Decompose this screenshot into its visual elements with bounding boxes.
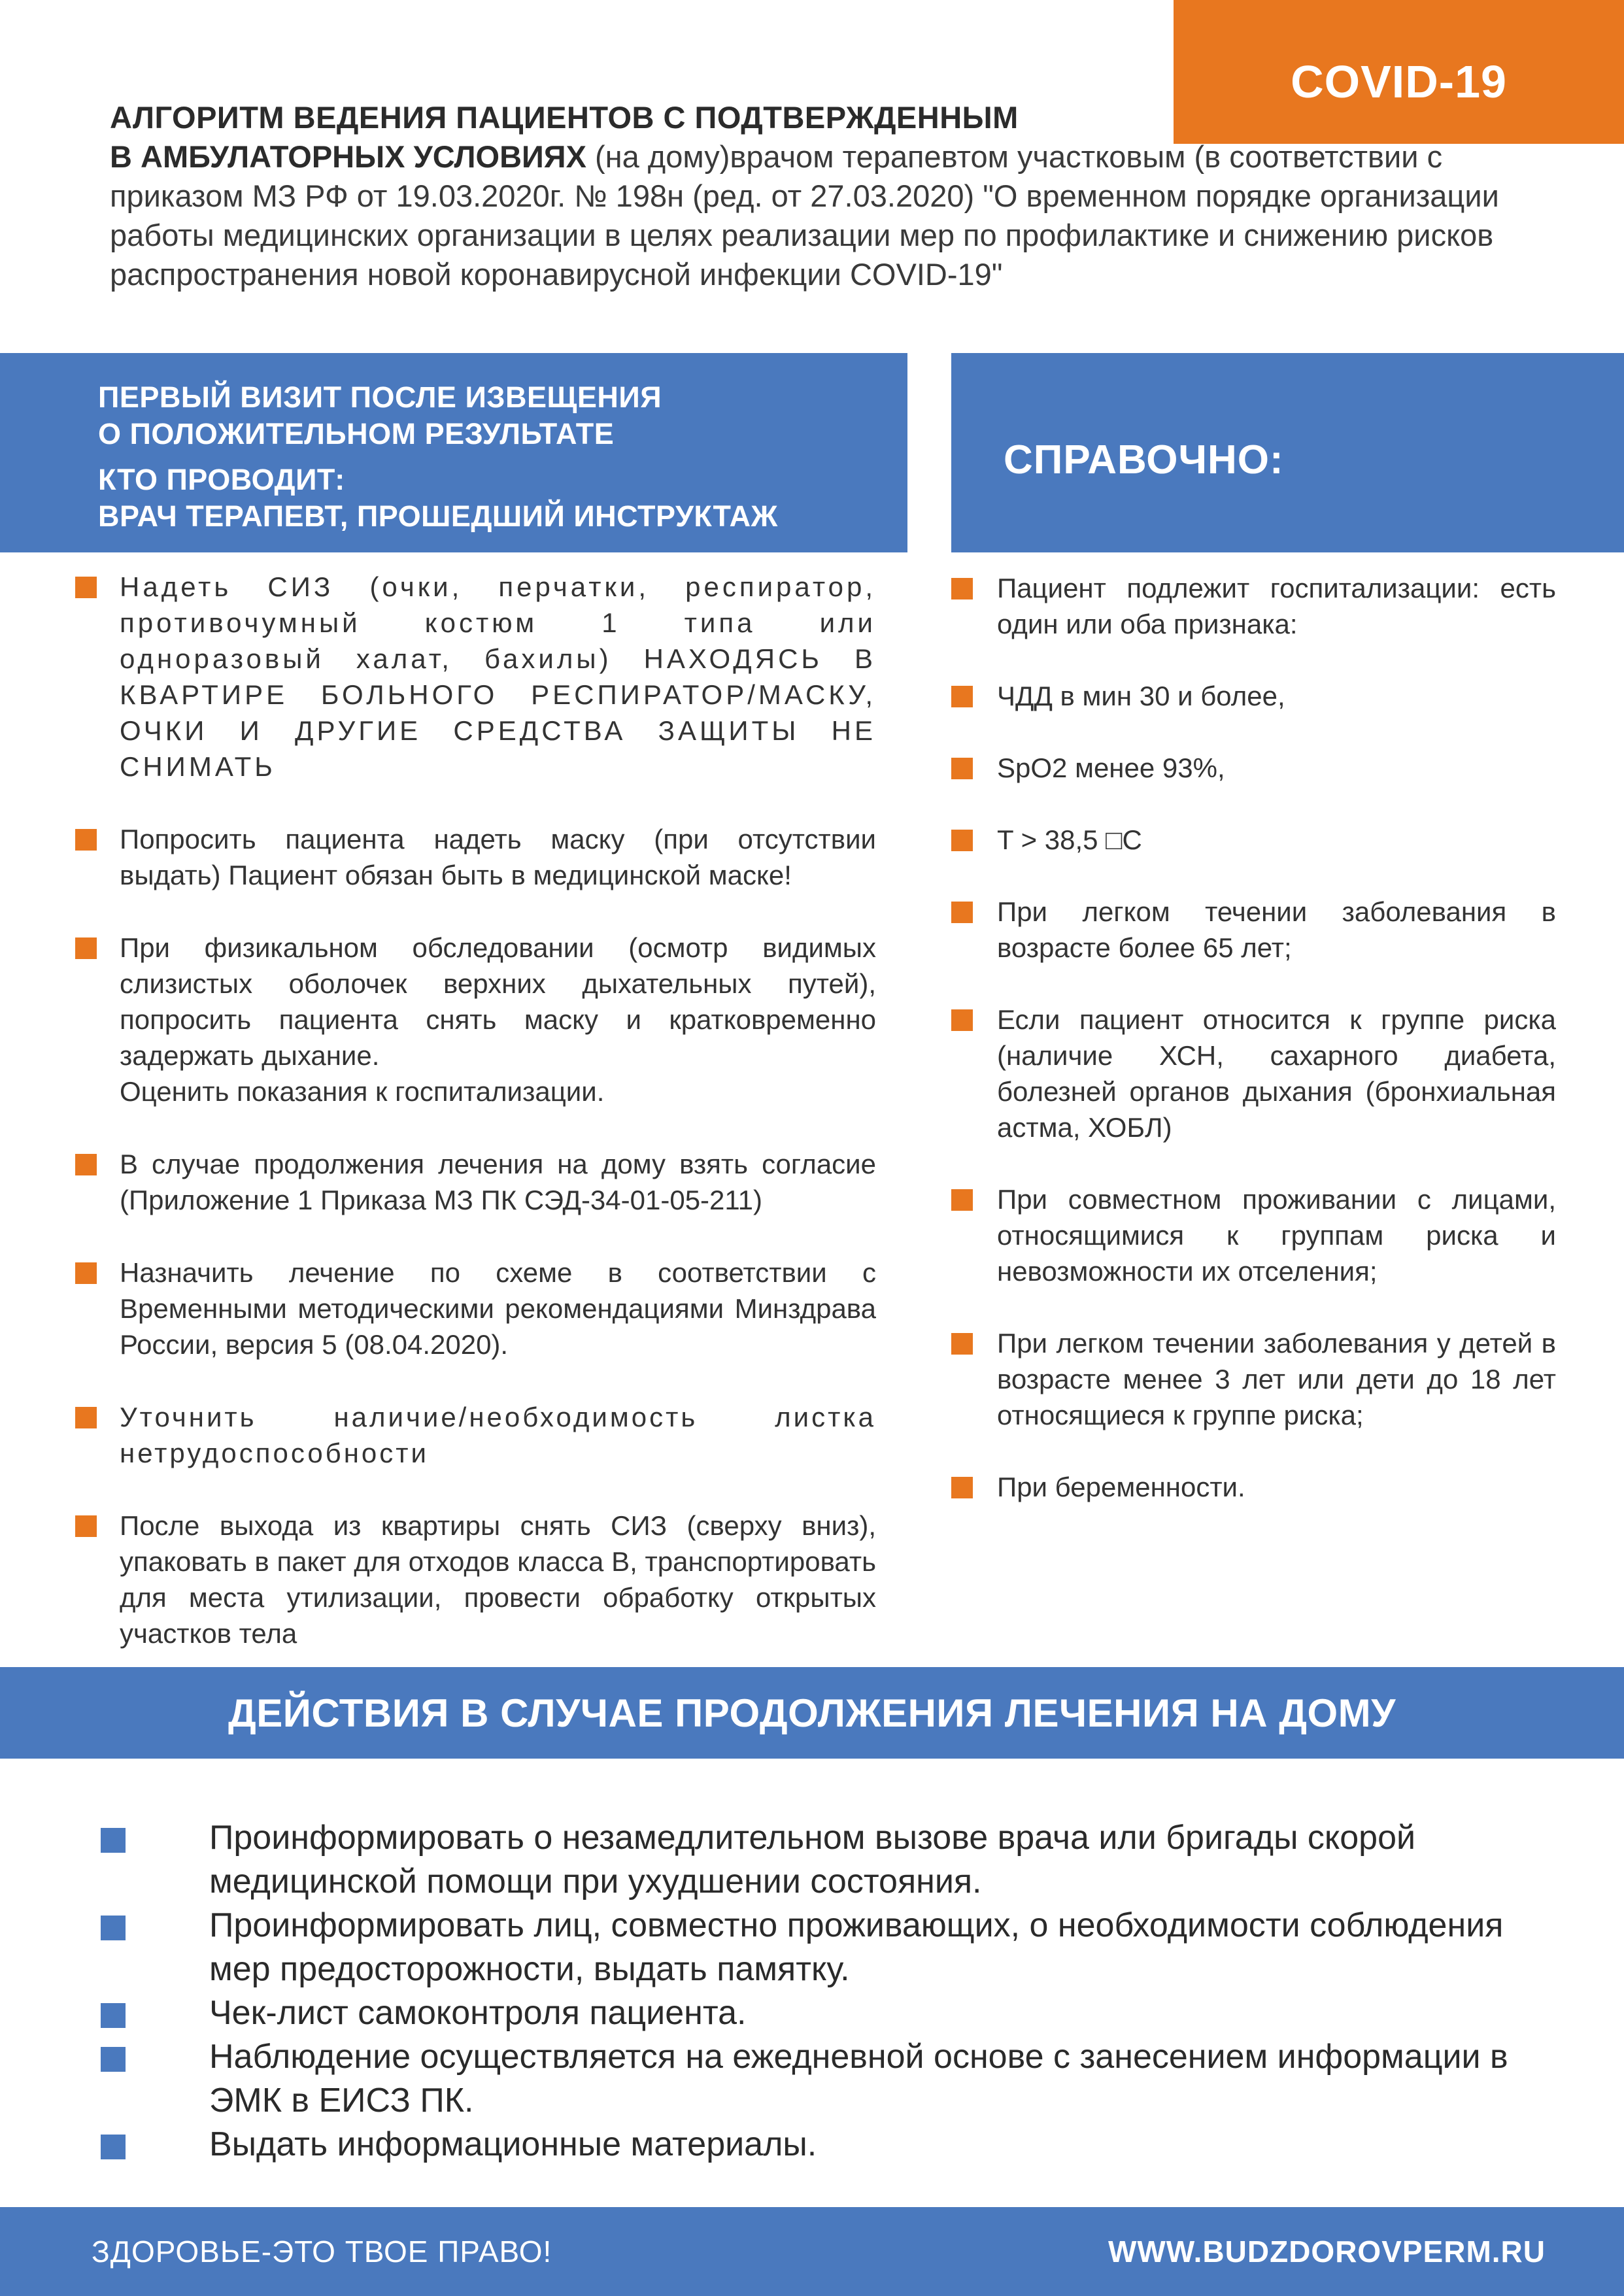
orange-bullet-icon — [951, 1477, 973, 1498]
blue-bullet-icon — [101, 1828, 126, 1853]
orange-bullet-icon — [951, 578, 973, 599]
list-item — [69, 821, 876, 893]
list-item-text: Проинформировать о незамедлительном вызове врача или бригады скорой медицинской помощи при ухудшении состояния. — [209, 1819, 1416, 1900]
home-treatment-header — [0, 1667, 1624, 1759]
title-bold-line2: В АМБУЛАТОРНЫХ УСЛОВИЯХ — [110, 139, 586, 174]
list-item-text: Назначить лечение по схеме в соответствии с Временными методическими рекомендациями Минздрава России, версия 5 (08.04.2020). — [120, 1257, 876, 1360]
list-item-text: В случае продолжения лечения на дому взять согласие (Приложение 1 Приказа МЗ ПК СЭД-34-01-05-211) — [120, 1149, 876, 1215]
document-title — [110, 98, 1561, 294]
orange-bullet-icon — [75, 1407, 97, 1428]
list-item — [69, 930, 876, 1109]
home-treatment-heading: ДЕЙСТВИЯ В СЛУЧАЕ ПРОДОЛЖЕНИЯ ЛЕЧЕНИЯ НА ДОМУ — [228, 1691, 1396, 1735]
list-item-text: Наблюдение осуществляется на ежедневной основе с занесением информации в ЭМК в ЕИСЗ ПК. — [209, 2038, 1508, 2119]
orange-bullet-icon — [951, 1333, 973, 1355]
list-item — [98, 2035, 1569, 2123]
orange-bullet-icon — [951, 1009, 973, 1031]
who-conducts-heading: КТО ПРОВОДИТ: — [98, 463, 345, 496]
orange-bullet-icon — [75, 1515, 97, 1537]
list-item — [69, 1508, 876, 1651]
list-item — [69, 1255, 876, 1362]
reference-header — [951, 353, 1624, 552]
orange-bullet-icon — [951, 686, 973, 707]
list-item-text: Надеть СИЗ (очки, перчатки, респиратор, противочумный костюм 1 типа или одноразовый халат, бахилы) НАХОДЯСЬ В КВАРТИРЕ БОЛЬНОГО РЕСПИРАТОР/МАСКУ, ОЧКИ И ДРУГИЕ СРЕДСТВА ЗАЩИТЫ НЕ СНИМАТЬ — [120, 571, 876, 782]
list-item-text: Попросить пациента надеть маску (при отсутствии выдать) Пациент обязан быть в медицинской маске! — [120, 824, 876, 890]
first-visit-header — [0, 353, 907, 552]
blue-bullet-icon — [101, 2135, 126, 2159]
who-conducts-value: ВРАЧ ТЕРАПЕВТ, ПРОШЕДШИЙ ИНСТРУКТАЖ — [98, 499, 778, 533]
list-item — [98, 1991, 1569, 2035]
orange-bullet-icon — [951, 902, 973, 923]
title-bold-line1: АЛГОРИТМ ВЕДЕНИЯ ПАЦИЕНТОВ С ПОДТВЕРЖДЕННЫМ — [110, 100, 1019, 135]
home-treatment-list — [98, 1816, 1569, 2167]
list-item — [69, 569, 876, 785]
list-item — [945, 1469, 1556, 1505]
list-item-text: При легком течении заболевания у детей в возрасте менее 3 лет или дети до 18 лет относящиеся к группе риска; — [997, 1328, 1556, 1430]
list-item — [945, 822, 1556, 858]
list-item — [945, 894, 1556, 966]
orange-bullet-icon — [75, 937, 97, 959]
list-item — [98, 1904, 1569, 1991]
list-item-text: При беременности. — [997, 1472, 1245, 1502]
orange-bullet-icon — [75, 1262, 97, 1284]
blue-bullet-icon — [101, 1916, 126, 1940]
list-item-text: ЧДД в мин 30 и более, — [997, 681, 1285, 711]
list-item-text: При совместном проживании с лицами, относящимися к группам риска и невозможности их отселения; — [997, 1184, 1556, 1287]
footer-website-link[interactable]: WWW.BUDZDOROVPERM.RU — [1108, 2235, 1546, 2269]
list-item-text: При легком течении заболевания в возрасте более 65 лет; — [997, 896, 1556, 963]
list-item — [945, 678, 1556, 714]
orange-bullet-icon — [75, 829, 97, 851]
list-item-text: При физикальном обследовании (осмотр видимых слизистых оболочек верхних дыхательных путей), попросить пациента снять маску и кратковременно задержать дыхание. — [120, 932, 876, 1071]
title-rest: (на дому)врачом терапевтом участковым (в соответствии с приказом МЗ РФ от 19.03.2020г. № 198н (ред. от 27.03.2020) "О временном порядке организации работы медицинских организации в целях реализации мер по профилактике и снижению рисков распространения новой коронавирусной инфекции COVID-19" — [110, 139, 1499, 292]
list-item-text: SpO2 менее 93%, — [997, 752, 1225, 783]
list-item-text: После выхода из квартиры снять СИЗ (сверху вниз), упаковать в пакет для отходов класса В, транспортировать для места утилизации, провести обработку открытых участков тела — [120, 1510, 876, 1649]
list-item — [945, 1325, 1556, 1433]
list-item — [98, 2123, 1569, 2167]
list-item-text: Если пациент относится к группе риска (наличие ХСН, сахарного диабета, болезней органов дыхания (бронхиальная астма, ХОБЛ) — [997, 1004, 1556, 1143]
list-item — [945, 570, 1556, 642]
first-visit-list — [69, 569, 876, 1688]
orange-bullet-icon — [75, 1154, 97, 1175]
list-item-text: Уточнить наличие/необходимость листка нетрудоспособности — [120, 1402, 876, 1468]
list-item-text: Оценить показания к госпитализации. — [120, 1076, 605, 1107]
blue-bullet-icon — [101, 2047, 126, 2072]
orange-bullet-icon — [75, 577, 97, 598]
orange-bullet-icon — [951, 830, 973, 851]
list-item — [945, 1002, 1556, 1145]
list-item — [945, 1181, 1556, 1289]
orange-bullet-icon — [951, 1189, 973, 1211]
list-item — [69, 1146, 876, 1218]
covid-badge-label: COVID-19 — [1291, 56, 1507, 107]
list-item-text: Проинформировать лиц, совместно проживающих, о необходимости соблюдения мер предосторожности, выдать памятку. — [209, 1906, 1504, 1988]
list-item — [945, 750, 1556, 786]
list-item-text: T > 38,5 □С — [997, 824, 1142, 855]
orange-bullet-icon — [951, 758, 973, 779]
footer — [0, 2207, 1624, 2296]
list-item-text: Чек-лист самоконтроля пациента. — [209, 1994, 747, 2032]
reference-heading: СПРАВОЧНО: — [1004, 437, 1284, 482]
list-item-text: Пациент подлежит госпитализации: есть один или оба признака: — [997, 573, 1556, 639]
list-item — [69, 1399, 876, 1471]
list-item-text: Выдать информационные материалы. — [209, 2125, 817, 2163]
reference-list — [945, 570, 1556, 1505]
footer-slogan: ЗДОРОВЬЕ-ЭТО ТВОЕ ПРАВО! — [92, 2235, 552, 2269]
blue-bullet-icon — [101, 2003, 126, 2028]
list-item — [98, 1816, 1569, 1904]
first-visit-heading-line1: ПЕРВЫЙ ВИЗИТ ПОСЛЕ ИЗВЕЩЕНИЯ — [98, 380, 662, 414]
first-visit-heading-line2: О ПОЛОЖИТЕЛЬНОМ РЕЗУЛЬТАТЕ — [98, 417, 615, 450]
